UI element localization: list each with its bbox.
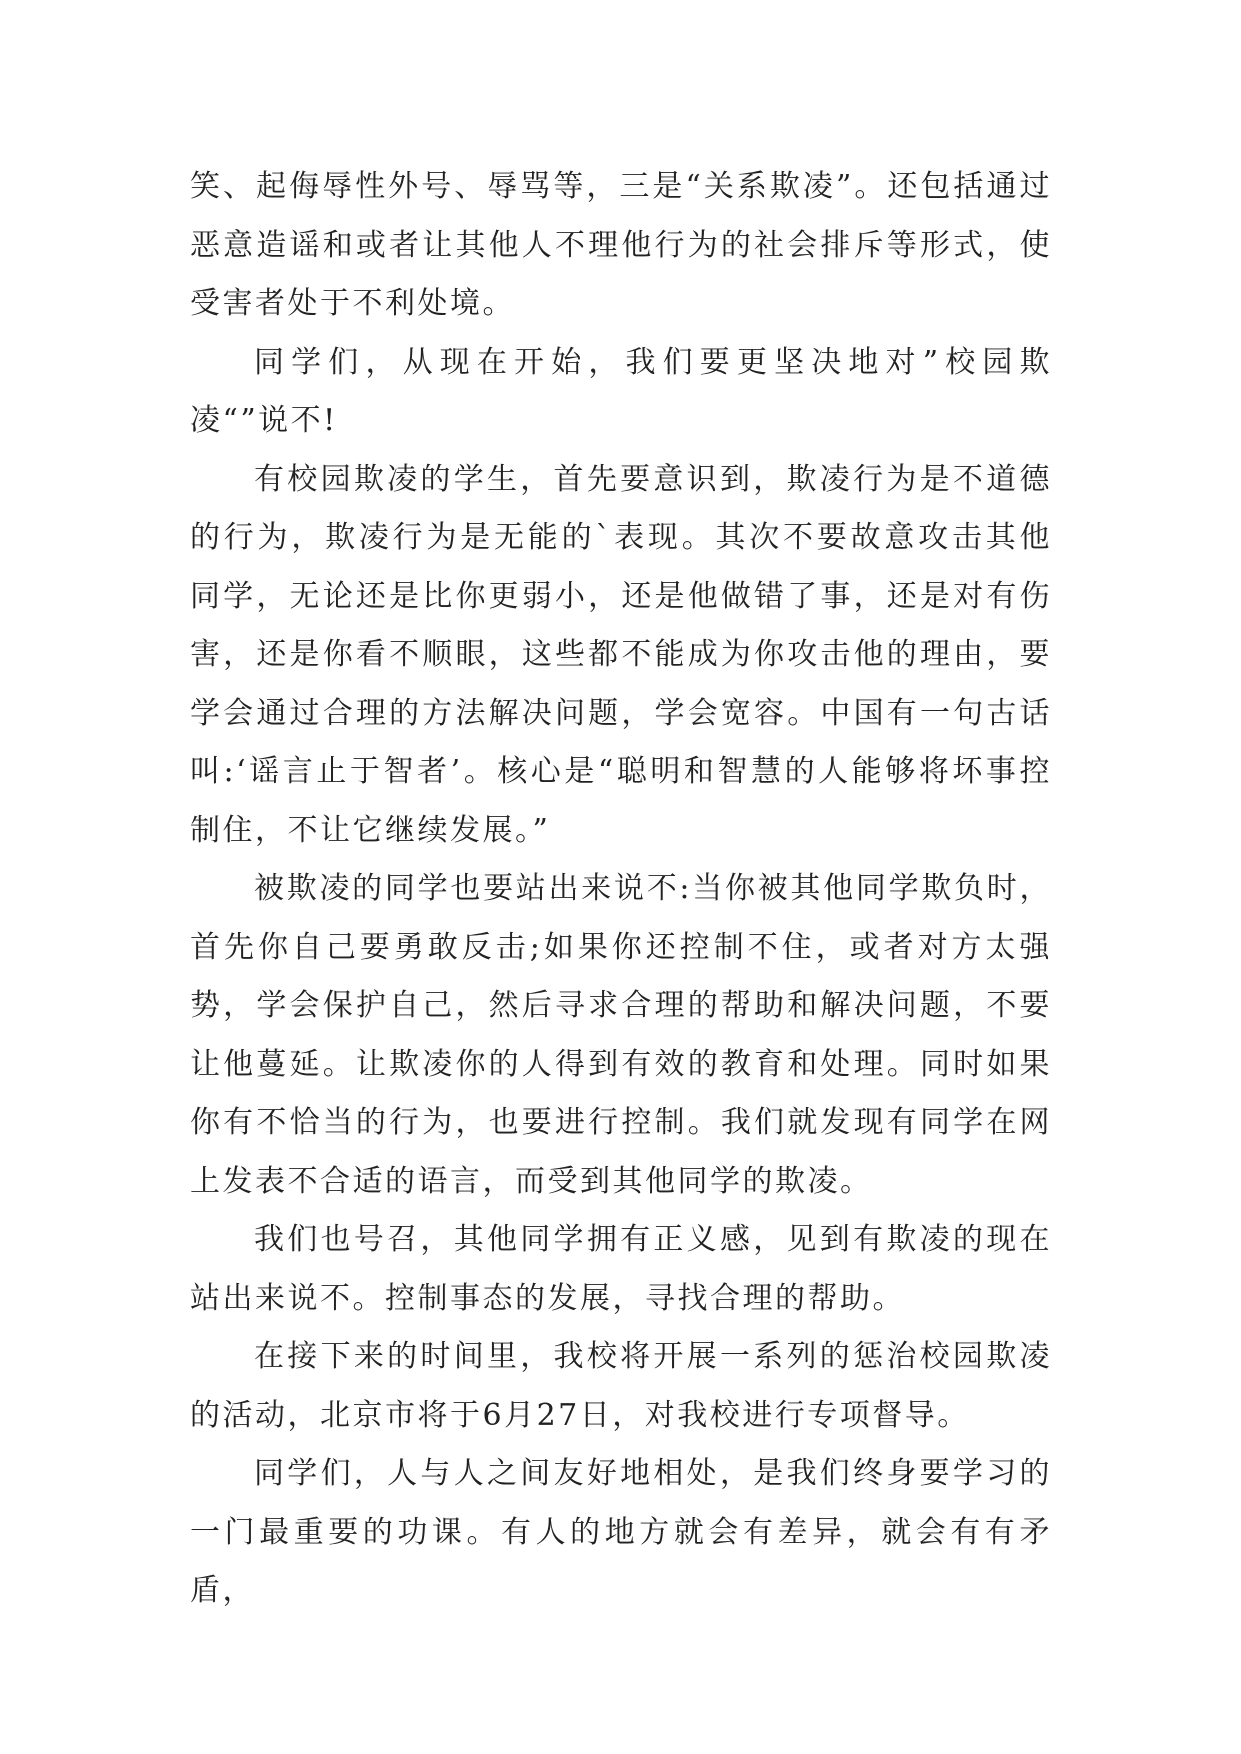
paragraph-4: 被欺凌的同学也要站出来说不:当你被其他同学欺负时，首先你自己要勇敢反击;如果你还控制不住，或者对方太强势，学会保护自己，然后寻求合理的帮助和解决问题，不要让他蔓延。让欺凌你的人得到有效的教育和处理。同时如果你有不恰当的行为，也要进行控制。我们就发现有同学在网上发表不合适的语言，而受到其他同学的欺凌。 [190, 871, 1052, 1199]
paragraph-3: 有校园欺凌的学生，首先要意识到，欺凌行为是不道德的行为，欺凌行为是无能的`表现。其次不要故意攻击其他同学，无论还是比你更弱小，还是他做错了事，还是对有伤害，还是你看不顺眼，这些都不能成为你攻击他的理由，要学会通过合理的方法解决问题，学会宽容。中国有一句古话叫:‘谣言止于智者’。核心是“聪明和智慧的人能够将坏事控制住，不让它继续发展。” [190, 461, 1052, 848]
paragraph-6: 在接下来的时间里，我校将开展一系列的惩治校园欺凌的活动，北京市将于6月27日，对我校进行专项督导。 [190, 1339, 1052, 1433]
paragraph-5: 我们也号召，其他同学拥有正义感，见到有欺凌的现在站出来说不。控制事态的发展，寻找合理的帮助。 [190, 1222, 1052, 1316]
paragraph-1: 笑、起侮辱性外号、辱骂等，三是“关系欺凌”。还包括通过恶意造谣和或者让其他人不理他行为的社会排斥等形式，使受害者处于不利处境。 [190, 169, 1052, 321]
paragraph-7: 同学们，人与人之间友好地相处，是我们终身要学习的一门最重要的功课。有人的地方就会有差异，就会有有矛盾， [190, 1456, 1052, 1608]
paragraph-2: 同学们，从现在开始，我们要更坚决地对”校园欺凌“”说不! [190, 344, 1052, 438]
document-page [190, 158, 1052, 1621]
